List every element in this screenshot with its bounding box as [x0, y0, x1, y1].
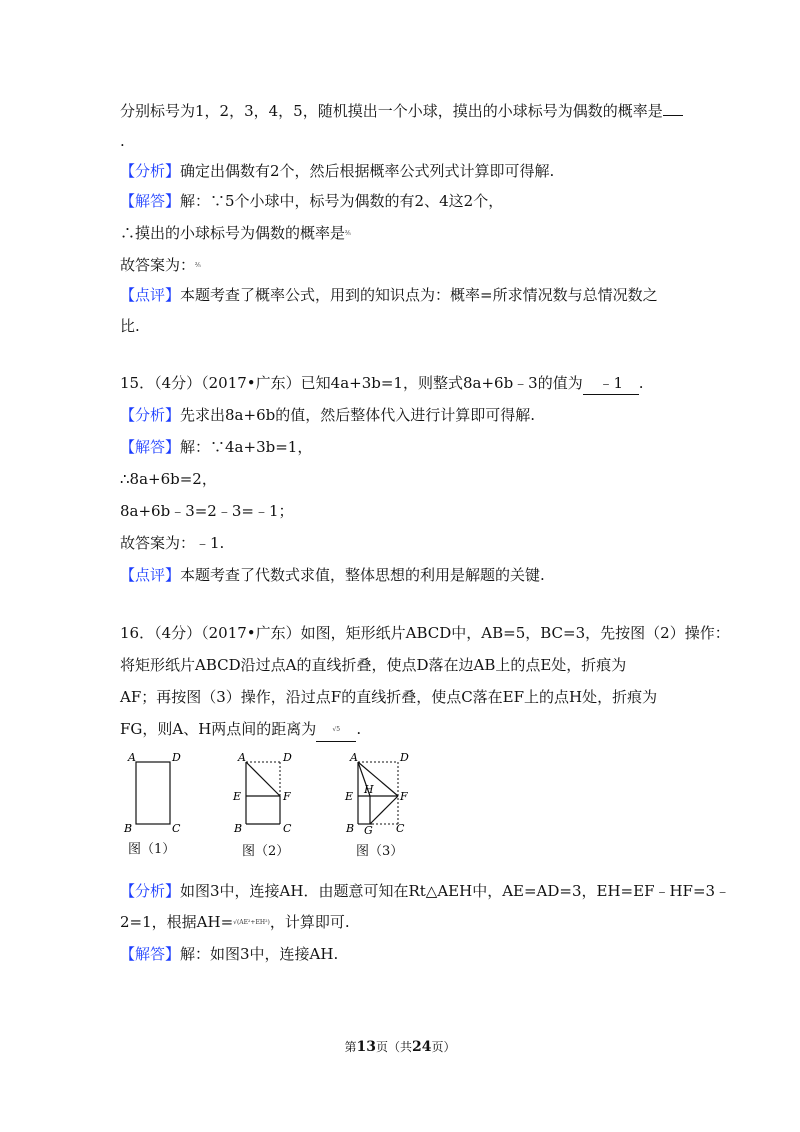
analysis-tag: 【分析】 [120, 162, 181, 180]
q15-comment: 【点评】本题考查了代数式求值，整体思想的利用是解题的关键. [120, 566, 545, 584]
svg-text:C: C [396, 822, 405, 835]
q16-stem-line1: 16．（4分）（2017•广东）如图，矩形纸片ABCD中，AB=5，BC=3，先按图（2）操作： [120, 624, 730, 642]
q15-stem: 15．（4分）（2017•广东）已知4a+3b=1，则整式8a+6b﹣3的值为 ﹣1 . [120, 372, 644, 395]
q16-solution-line1: 【解答】解：如图3中，连接AH. [120, 945, 339, 963]
solution-tag: 【解答】 [120, 438, 181, 456]
svg-text:A: A [350, 751, 358, 764]
solution-tag: 【解答】 [120, 945, 181, 963]
q16-stem-line3: AF；再按图（3）操作，沿过点F的直线折叠，使点C落在EF上的点H处，折痕为 [120, 688, 658, 706]
q14-answer-blank [663, 115, 683, 116]
figure-2-svg [230, 750, 310, 840]
figure-2-caption: 图（2） [242, 844, 290, 859]
q14-stem-line1: 分别标号为1，2，3，4，5，随机摸出一个小球，摸出的小球标号为偶数的概率是 [120, 100, 683, 122]
svg-text:G: G [364, 824, 373, 837]
q14-stem-line2: . [120, 132, 125, 150]
q15-answer-blank: ﹣1 [583, 372, 639, 395]
q14-solution-line1: 【解答】解：∵5个小球中，标号为偶数的有2、4这2个， [120, 192, 504, 210]
page-total: 24 [412, 1039, 432, 1055]
fraction-glyph: ⅖ [345, 230, 351, 237]
q14-solution-line3: 故答案为：⅖ [120, 256, 201, 274]
svg-text:B: B [234, 822, 243, 835]
svg-text:B: B [124, 822, 133, 835]
figure-1-svg [120, 750, 190, 840]
figure-1-caption: 图（1） [128, 842, 176, 857]
svg-text:C: C [283, 822, 292, 835]
analysis-tag: 【分析】 [120, 882, 181, 900]
page-number: 13 [356, 1039, 376, 1055]
figure-3 [342, 750, 422, 844]
q14-solution-line2: ∴摸出的小球标号为偶数的概率是⅖ [120, 224, 351, 242]
q15-solution-line3: 8a+6b﹣3=2﹣3=﹣1； [120, 502, 294, 520]
svg-text:E: E [233, 790, 242, 803]
q16-analysis-line2: 2=1，根据AH=√(AE²+EH²)，计算即可. [120, 913, 350, 931]
analysis-tag: 【分析】 [120, 406, 181, 424]
svg-text:C: C [172, 822, 181, 835]
figure-2 [230, 750, 310, 844]
figure-1 [120, 750, 190, 844]
svg-text:D: D [400, 751, 409, 764]
solution-tag: 【解答】 [120, 192, 181, 210]
q14-comment-line1: 【点评】本题考查了概率公式，用到的知识点为：概率=所求情况数与总情况数之 [120, 286, 658, 304]
sqrt-formula: √(AE²+EH²) [233, 919, 270, 926]
q16-answer-blank: √5 [316, 718, 356, 742]
q14-comment-line2: 比. [120, 317, 140, 335]
svg-text:D: D [283, 751, 292, 764]
figure-3-caption: 图（3） [356, 844, 404, 859]
q16-stem-line2: 将矩形纸片ABCD沿过点A的直线折叠，使点D落在边AB上的点E处，折痕为 [120, 656, 627, 674]
fraction-glyph: ⅖ [195, 262, 201, 269]
q15-solution-line2: ∴8a+6b=2， [120, 470, 217, 488]
svg-text:D: D [172, 751, 181, 764]
svg-text:F: F [283, 790, 291, 803]
svg-text:A: A [238, 751, 246, 764]
svg-text:B: B [346, 822, 355, 835]
q14-analysis: 【分析】确定出偶数有2个，然后根据概率公式列式计算即可得解. [120, 162, 555, 180]
svg-text:F: F [400, 790, 408, 803]
q15-solution-line4: 故答案为：﹣1. [120, 534, 225, 552]
q15-solution-line1: 【解答】解：∵4a+3b=1， [120, 438, 313, 456]
page-footer: 第13页（共24页） [344, 1039, 456, 1055]
svg-text:E: E [345, 790, 354, 803]
q15-analysis: 【分析】先求出8a+6b的值，然后整体代入进行计算即可得解. [120, 406, 535, 424]
figure-3-svg [342, 750, 422, 840]
svg-text:H: H [364, 783, 374, 796]
comment-tag: 【点评】 [120, 566, 181, 584]
svg-text:A: A [128, 751, 136, 764]
q16-stem-line4: FG，则A、H两点间的距离为 √5 . [120, 718, 361, 742]
comment-tag: 【点评】 [120, 286, 181, 304]
q16-analysis-line1: 【分析】如图3中，连接AH．由题意可知在Rt△AEH中，AE=AD=3，EH=EF﹣HF=3﹣ [120, 882, 731, 900]
